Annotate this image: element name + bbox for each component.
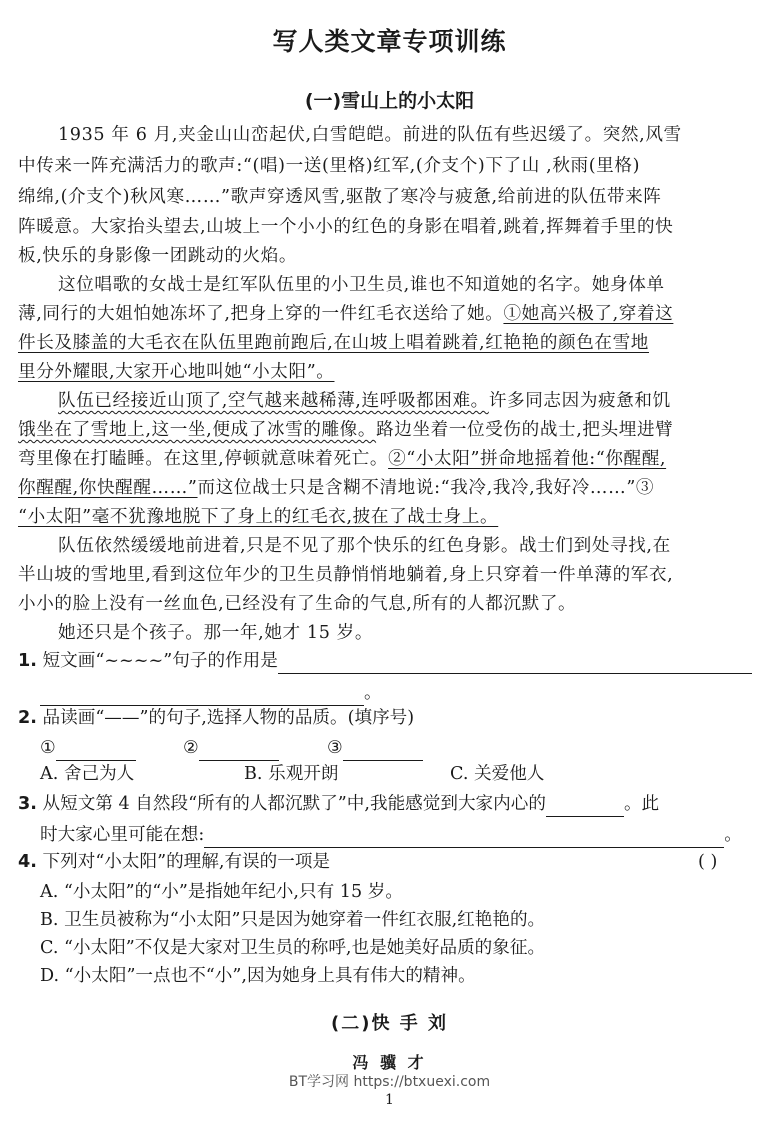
passage-line: 你醒醒,你快醒醒……”而这位战士只是含糊不清地说:“我冷,我冷,我好冷……”③ [18,478,655,498]
passage-line: 1935 年 6 月,夹金山山峦起伏,白雪皑皑。前进的队伍有些迟缓了。突然,风雪 [58,125,682,145]
section-title: (一)雪山上的小太阳 [304,90,475,112]
watermark: BT学习网 https://btxuexi.com [288,1074,491,1090]
option: B. 卫生员被称为“小太阳”只是因为她穿着一件红衣服,红艳艳的。 [40,910,546,930]
passage-line: 这位唱歌的女战士是红军队伍里的小卫生员,谁也不知道她的名字。她身体单 [58,275,665,295]
question-4: 4. 下列对“小太阳”的理解,有误的一项是 [18,852,331,872]
page-number: 1 [385,1092,394,1108]
underlined-sentence-2: 你醒醒,你快醒醒……” [18,478,198,498]
passage-line: 队伍依然缓缓地前进着,只是不见了那个快乐的红色身影。战士们到处寻找,在 [58,536,671,556]
passage-line: 队伍已经接近山顶了,空气越来越稀薄,连呼吸都困难。许多同志因为疲惫和饥 [58,391,671,411]
question-3-cont: 时大家心里可能在想: 。 [40,822,742,848]
answer-blank[interactable] [204,829,724,848]
option: C. “小太阳”不仅是大家对卫生员的称呼,也是她美好品质的象征。 [40,938,546,958]
section-title: (二)快 手 刘 [331,1013,448,1034]
question-3: 3. 从短文第 4 自然段“所有的人都沉默了”中,我能感觉到大家内心的 。此 [18,791,659,817]
question-1-cont: 。 [40,680,382,706]
answer-blank[interactable] [278,655,752,674]
q2-blank-2: ② [183,735,279,761]
wavy-sentence: 饿坐在了雪地上,这一坐,便成了冰雪的雕像。 [18,420,377,440]
underlined-sentence-1: 件长及膝盖的大毛衣在队伍里跑前跑后,在山坡上唱着跳着,红艳艳的颜色在雪地 [18,333,649,353]
passage-line: 弯里像在打瞌睡。在这里,停顿就意味着死亡。②“小太阳”拼命地摇着他:“你醒醒, [18,449,667,469]
passage-line: 她还只是个孩子。那一年,她才 15 岁。 [58,623,374,643]
option: A. “小太阳”的“小”是指她年纪小,只有 15 岁。 [40,882,403,902]
q2-blank-3: ③ [327,735,423,761]
passage-line: 中传来一阵充满活力的歌声:“(唱)一送(里格)红军,(介支个)下了山 ,秋雨(里格) [18,156,641,176]
passage-line: 半山坡的雪地里,看到这位年少的卫生员静悄悄地躺着,身上只穿着一件单薄的军衣, [18,565,674,585]
page-title: 写人类文章专项训练 [272,27,507,56]
passage-line: 阵暖意。大家抬头望去,山坡上一个小小的红色的身影在唱着,跳着,挥舞着手里的快 [18,217,674,237]
underlined-sentence-2: ②“小太阳”拼命地摇着他:“你醒醒, [388,449,667,469]
passage-line: 板,快乐的身影像一团跳动的火焰。 [18,246,298,266]
q2-blank-1: ① [40,735,136,761]
passage-line: 薄,同行的大姐怕她冻坏了,把身上穿的一件红毛衣送给了她。①她高兴极了,穿着这 [18,304,674,324]
underlined-sentence-1: 里分外耀眼,大家开心地叫她“小太阳”。 [18,362,335,382]
wavy-sentence: 队伍已经接近山顶了,空气越来越稀薄,连呼吸都困难。 [58,391,489,411]
answer-blank[interactable] [40,687,364,706]
answer-blank[interactable] [56,742,136,761]
answer-blank[interactable] [343,742,423,761]
author: 冯 骥 才 [352,1053,427,1072]
answer-paren[interactable]: ( ) [698,852,718,872]
underlined-sentence-3: “小太阳”毫不犹豫地脱下了身上的红毛衣,披在了战士身上。 [18,507,499,527]
passage-line: 绵绵,(介支个)秋风寒……”歌声穿透风雪,驱散了寒冷与疲惫,给前进的队伍带来阵 [18,187,662,207]
passage-line: 饿坐在了雪地上,这一坐,便成了冰雪的雕像。路边坐着一位受伤的战士,把头埋进臂 [18,420,674,440]
answer-blank[interactable] [199,742,279,761]
underlined-sentence-1: ①她高兴极了,穿着这 [503,304,674,324]
question-1: 1. 短文画“~~~~”句子的作用是 [18,648,752,674]
passage-line: 小小的脸上没有一丝血色,已经没有了生命的气息,所有的人都沉默了。 [18,594,577,614]
question-2: 2. 品读画“——”的句子,选择人物的品质。(填序号) [18,708,415,728]
option: C. 关爱他人 [450,764,545,784]
option: A. 舍己为人 [40,764,135,784]
answer-blank[interactable] [546,798,624,817]
option: B. 乐观开朗 [244,764,339,784]
option: D. “小太阳”一点也不“小”,因为她身上具有伟大的精神。 [40,966,476,986]
